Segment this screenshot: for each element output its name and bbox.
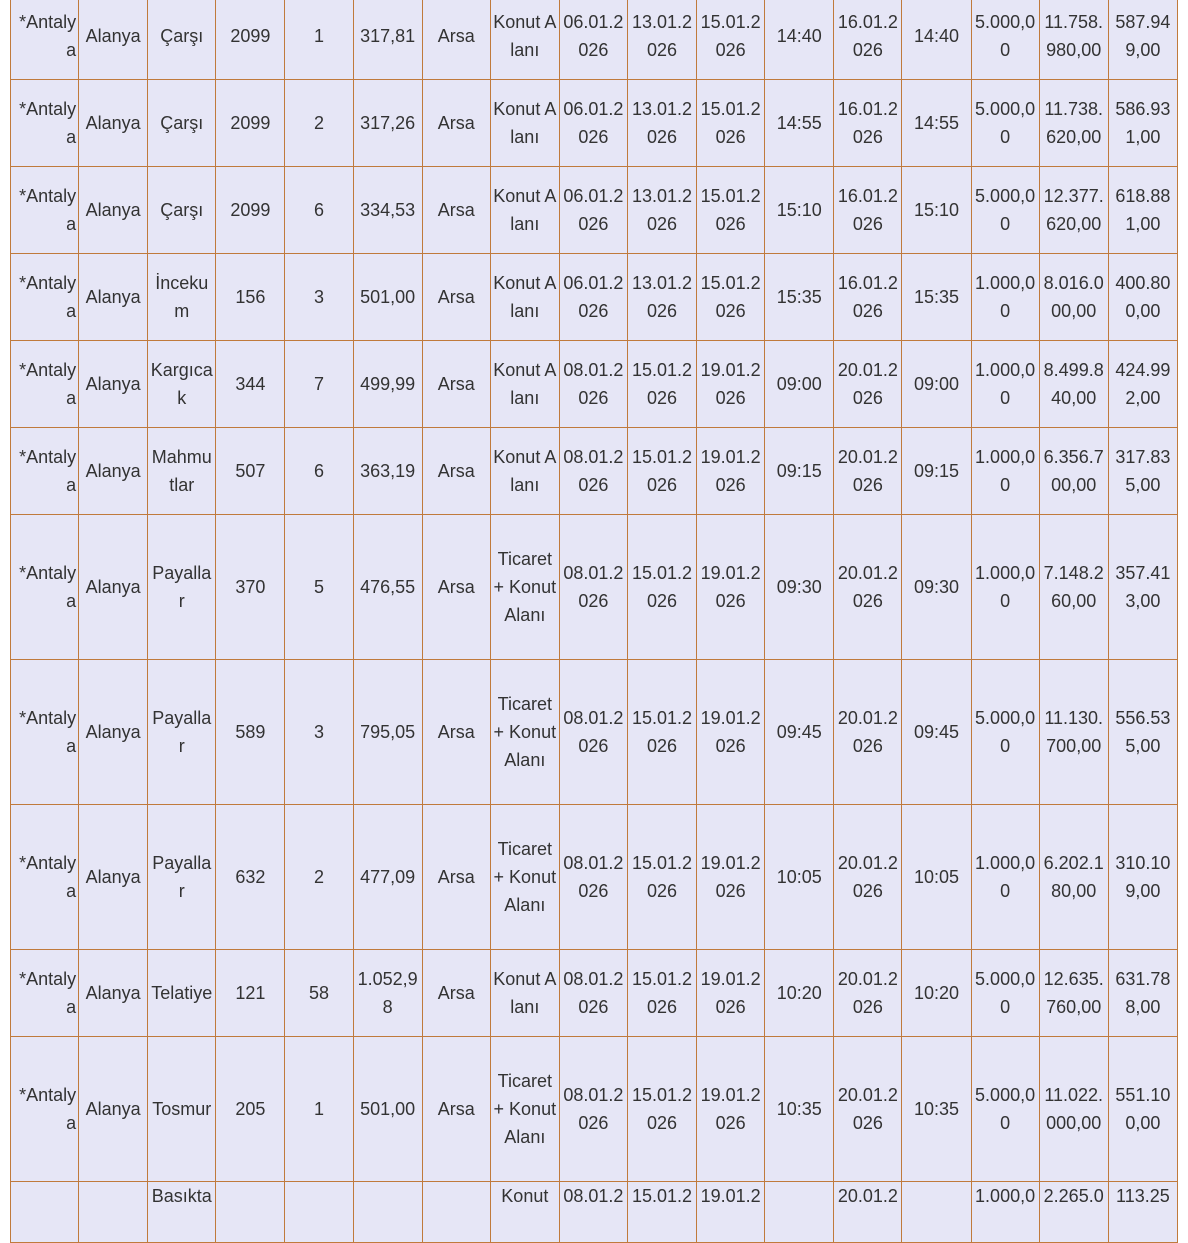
district-cell: Alanya — [79, 515, 148, 660]
price-cell: 11.758.980,00 — [1039, 0, 1108, 80]
block-number-cell: 632 — [216, 805, 285, 950]
price-cell: 6.356.700,00 — [1039, 428, 1108, 515]
deposit-cell: 310.109,00 — [1108, 805, 1177, 950]
unit-value-cell: 5.000,00 — [971, 80, 1039, 167]
time-cell: 15:35 — [765, 254, 834, 341]
date-cell: 20.01.2 — [834, 1182, 902, 1243]
date-cell: 16.01.2026 — [834, 80, 902, 167]
property-type-cell: Arsa — [422, 341, 490, 428]
date-cell: 15.01.2026 — [697, 0, 765, 80]
province-cell: *Antalya — [11, 515, 79, 660]
area-cell: 1.052,98 — [353, 950, 422, 1037]
time-cell: 09:15 — [765, 428, 834, 515]
deposit-cell: 424.992,00 — [1108, 341, 1177, 428]
price-cell: 11.738.620,00 — [1039, 80, 1108, 167]
date-cell: 20.01.2026 — [834, 341, 902, 428]
area-cell: 317,26 — [353, 80, 422, 167]
deposit-cell: 317.835,00 — [1108, 428, 1177, 515]
time-cell: 15:10 — [902, 167, 971, 254]
province-cell: *Antalya — [11, 341, 79, 428]
listing-table-container — [10, 0, 1178, 1243]
district-cell: Alanya — [79, 254, 148, 341]
date-cell: 15.01.2 — [627, 1182, 696, 1243]
unit-value-cell: 1.000,00 — [971, 805, 1039, 950]
neighborhood-cell: Mahmutlar — [148, 428, 216, 515]
property-type-cell: Arsa — [422, 1037, 490, 1182]
time-cell: 09:00 — [765, 341, 834, 428]
date-cell: 15.01.2026 — [627, 341, 696, 428]
date-cell: 20.01.2026 — [834, 660, 902, 805]
parcel-number-cell: 7 — [285, 341, 353, 428]
deposit-cell: 618.881,00 — [1108, 167, 1177, 254]
time-cell: 09:45 — [902, 660, 971, 805]
date-cell: 19.01.2026 — [697, 428, 765, 515]
property-type-cell: Arsa — [422, 167, 490, 254]
date-cell: 19.01.2026 — [697, 660, 765, 805]
price-cell: 12.635.760,00 — [1039, 950, 1108, 1037]
area-cell: 795,05 — [353, 660, 422, 805]
parcel-number-cell: 3 — [285, 660, 353, 805]
block-number-cell: 205 — [216, 1037, 285, 1182]
area-cell: 363,19 — [353, 428, 422, 515]
date-cell: 08.01.2026 — [559, 428, 627, 515]
date-cell: 19.01.2026 — [697, 805, 765, 950]
table-row — [11, 167, 1178, 254]
table-row — [11, 80, 1178, 167]
area-cell: 317,81 — [353, 0, 422, 80]
time-cell: 14:40 — [765, 0, 834, 80]
block-number-cell: 589 — [216, 660, 285, 805]
unit-value-cell: 5.000,00 — [971, 1037, 1039, 1182]
parcel-number-cell — [285, 1182, 353, 1243]
table-row — [11, 254, 1178, 341]
property-type-cell: Arsa — [422, 0, 490, 80]
block-number-cell: 344 — [216, 341, 285, 428]
unit-value-cell: 5.000,00 — [971, 0, 1039, 80]
date-cell: 20.01.2026 — [834, 515, 902, 660]
district-cell: Alanya — [79, 80, 148, 167]
date-cell: 13.01.2026 — [627, 167, 696, 254]
property-type-cell: Arsa — [422, 950, 490, 1037]
area-cell: 334,53 — [353, 167, 422, 254]
deposit-cell: 556.535,00 — [1108, 660, 1177, 805]
property-type-cell: Arsa — [422, 515, 490, 660]
district-cell — [79, 1182, 148, 1243]
date-cell: 06.01.2026 — [559, 167, 627, 254]
time-cell — [765, 1182, 834, 1243]
deposit-cell: 357.413,00 — [1108, 515, 1177, 660]
parcel-number-cell: 2 — [285, 80, 353, 167]
unit-value-cell: 5.000,00 — [971, 950, 1039, 1037]
date-cell: 15.01.2026 — [627, 805, 696, 950]
price-cell: 6.202.180,00 — [1039, 805, 1108, 950]
table-row — [11, 950, 1178, 1037]
zoning-cell: Konut — [490, 1182, 559, 1243]
table-row — [11, 341, 1178, 428]
date-cell: 16.01.2026 — [834, 0, 902, 80]
area-cell: 501,00 — [353, 254, 422, 341]
date-cell: 08.01.2026 — [559, 660, 627, 805]
unit-value-cell: 1.000,0 — [971, 1182, 1039, 1243]
time-cell: 14:55 — [902, 80, 971, 167]
unit-value-cell: 5.000,00 — [971, 660, 1039, 805]
zoning-cell: Konut Alanı — [490, 428, 559, 515]
date-cell: 13.01.2026 — [627, 0, 696, 80]
zoning-cell: Konut Alanı — [490, 0, 559, 80]
property-type-cell: Arsa — [422, 428, 490, 515]
date-cell: 08.01.2 — [559, 1182, 627, 1243]
time-cell: 10:05 — [902, 805, 971, 950]
parcel-number-cell: 5 — [285, 515, 353, 660]
zoning-cell: Ticaret + Konut Alanı — [490, 515, 559, 660]
time-cell: 10:20 — [765, 950, 834, 1037]
date-cell: 16.01.2026 — [834, 167, 902, 254]
province-cell: *Antalya — [11, 805, 79, 950]
table-row — [11, 1182, 1178, 1243]
date-cell: 08.01.2026 — [559, 805, 627, 950]
province-cell: *Antalya — [11, 428, 79, 515]
deposit-cell: 400.800,00 — [1108, 254, 1177, 341]
date-cell: 15.01.2026 — [697, 254, 765, 341]
date-cell: 19.01.2026 — [697, 341, 765, 428]
deposit-cell: 113.25 — [1108, 1182, 1177, 1243]
date-cell: 15.01.2026 — [697, 80, 765, 167]
zoning-cell: Konut Alanı — [490, 254, 559, 341]
province-cell: *Antalya — [11, 80, 79, 167]
date-cell: 20.01.2026 — [834, 950, 902, 1037]
province-cell: *Antalya — [11, 254, 79, 341]
neighborhood-cell: Payallar — [148, 515, 216, 660]
property-type-cell — [422, 1182, 490, 1243]
date-cell: 19.01.2026 — [697, 515, 765, 660]
province-cell: *Antalya — [11, 1037, 79, 1182]
time-cell: 15:35 — [902, 254, 971, 341]
date-cell: 06.01.2026 — [559, 0, 627, 80]
date-cell: 08.01.2026 — [559, 1037, 627, 1182]
date-cell: 19.01.2026 — [697, 1037, 765, 1182]
deposit-cell: 586.931,00 — [1108, 80, 1177, 167]
time-cell: 09:30 — [765, 515, 834, 660]
date-cell: 15.01.2026 — [627, 660, 696, 805]
district-cell: Alanya — [79, 1037, 148, 1182]
price-cell: 8.499.840,00 — [1039, 341, 1108, 428]
district-cell: Alanya — [79, 950, 148, 1037]
block-number-cell — [216, 1182, 285, 1243]
date-cell: 08.01.2026 — [559, 341, 627, 428]
neighborhood-cell: Çarşı — [148, 80, 216, 167]
unit-value-cell: 5.000,00 — [971, 167, 1039, 254]
zoning-cell: Konut Alanı — [490, 167, 559, 254]
parcel-number-cell: 2 — [285, 805, 353, 950]
date-cell: 20.01.2026 — [834, 1037, 902, 1182]
time-cell: 14:55 — [765, 80, 834, 167]
property-type-cell: Arsa — [422, 80, 490, 167]
neighborhood-cell: Çarşı — [148, 167, 216, 254]
date-cell: 13.01.2026 — [627, 254, 696, 341]
neighborhood-cell: Tosmur — [148, 1037, 216, 1182]
neighborhood-cell: İncekum — [148, 254, 216, 341]
parcel-number-cell: 6 — [285, 428, 353, 515]
time-cell: 09:15 — [902, 428, 971, 515]
deposit-cell: 551.100,00 — [1108, 1037, 1177, 1182]
date-cell: 19.01.2 — [697, 1182, 765, 1243]
district-cell: Alanya — [79, 428, 148, 515]
time-cell: 15:10 — [765, 167, 834, 254]
zoning-cell: Ticaret + Konut Alanı — [490, 1037, 559, 1182]
block-number-cell: 156 — [216, 254, 285, 341]
time-cell: 09:30 — [902, 515, 971, 660]
table-row — [11, 1037, 1178, 1182]
date-cell: 19.01.2026 — [697, 950, 765, 1037]
block-number-cell: 370 — [216, 515, 285, 660]
parcel-number-cell: 3 — [285, 254, 353, 341]
unit-value-cell: 1.000,00 — [971, 254, 1039, 341]
area-cell: 477,09 — [353, 805, 422, 950]
time-cell: 10:35 — [902, 1037, 971, 1182]
date-cell: 15.01.2026 — [627, 515, 696, 660]
date-cell: 20.01.2026 — [834, 805, 902, 950]
zoning-cell: Ticaret + Konut Alanı — [490, 805, 559, 950]
province-cell — [11, 1182, 79, 1243]
neighborhood-cell: Kargıcak — [148, 341, 216, 428]
zoning-cell: Konut Alanı — [490, 950, 559, 1037]
neighborhood-cell: Payallar — [148, 805, 216, 950]
price-cell: 7.148.260,00 — [1039, 515, 1108, 660]
deposit-cell: 631.788,00 — [1108, 950, 1177, 1037]
block-number-cell: 2099 — [216, 0, 285, 80]
deposit-cell: 587.949,00 — [1108, 0, 1177, 80]
time-cell: 10:05 — [765, 805, 834, 950]
date-cell: 15.01.2026 — [697, 167, 765, 254]
district-cell: Alanya — [79, 805, 148, 950]
province-cell: *Antalya — [11, 0, 79, 80]
time-cell: 09:00 — [902, 341, 971, 428]
block-number-cell: 2099 — [216, 80, 285, 167]
date-cell: 16.01.2026 — [834, 254, 902, 341]
area-cell: 499,99 — [353, 341, 422, 428]
district-cell: Alanya — [79, 341, 148, 428]
unit-value-cell: 1.000,00 — [971, 428, 1039, 515]
property-type-cell: Arsa — [422, 660, 490, 805]
parcel-number-cell: 6 — [285, 167, 353, 254]
area-cell — [353, 1182, 422, 1243]
neighborhood-cell: Çarşı — [148, 0, 216, 80]
parcel-number-cell: 58 — [285, 950, 353, 1037]
property-type-cell: Arsa — [422, 805, 490, 950]
district-cell: Alanya — [79, 167, 148, 254]
listing-table-body — [11, 0, 1178, 1243]
property-type-cell: Arsa — [422, 254, 490, 341]
unit-value-cell: 1.000,00 — [971, 341, 1039, 428]
time-cell — [902, 1182, 971, 1243]
neighborhood-cell: Telatiye — [148, 950, 216, 1037]
parcel-number-cell: 1 — [285, 1037, 353, 1182]
price-cell: 11.130.700,00 — [1039, 660, 1108, 805]
date-cell: 08.01.2026 — [559, 950, 627, 1037]
date-cell: 13.01.2026 — [627, 80, 696, 167]
table-row — [11, 0, 1178, 80]
time-cell: 10:20 — [902, 950, 971, 1037]
table-row — [11, 515, 1178, 660]
price-cell: 11.022.000,00 — [1039, 1037, 1108, 1182]
province-cell: *Antalya — [11, 167, 79, 254]
table-row — [11, 660, 1178, 805]
district-cell: Alanya — [79, 0, 148, 80]
time-cell: 10:35 — [765, 1037, 834, 1182]
land-sale-listing-table — [10, 0, 1178, 1243]
date-cell: 20.01.2026 — [834, 428, 902, 515]
province-cell: *Antalya — [11, 660, 79, 805]
date-cell: 06.01.2026 — [559, 80, 627, 167]
price-cell: 8.016.000,00 — [1039, 254, 1108, 341]
price-cell: 12.377.620,00 — [1039, 167, 1108, 254]
date-cell: 08.01.2026 — [559, 515, 627, 660]
parcel-number-cell: 1 — [285, 0, 353, 80]
neighborhood-cell: Payallar — [148, 660, 216, 805]
date-cell: 15.01.2026 — [627, 1037, 696, 1182]
zoning-cell: Konut Alanı — [490, 341, 559, 428]
neighborhood-cell: Basıkta — [148, 1182, 216, 1243]
district-cell: Alanya — [79, 660, 148, 805]
table-row — [11, 805, 1178, 950]
price-cell: 2.265.0 — [1039, 1182, 1108, 1243]
block-number-cell: 2099 — [216, 167, 285, 254]
date-cell: 06.01.2026 — [559, 254, 627, 341]
zoning-cell: Ticaret + Konut Alanı — [490, 660, 559, 805]
area-cell: 501,00 — [353, 1037, 422, 1182]
time-cell: 14:40 — [902, 0, 971, 80]
zoning-cell: Konut Alanı — [490, 80, 559, 167]
table-row — [11, 428, 1178, 515]
block-number-cell: 121 — [216, 950, 285, 1037]
date-cell: 15.01.2026 — [627, 428, 696, 515]
area-cell: 476,55 — [353, 515, 422, 660]
block-number-cell: 507 — [216, 428, 285, 515]
unit-value-cell: 1.000,00 — [971, 515, 1039, 660]
date-cell: 15.01.2026 — [627, 950, 696, 1037]
time-cell: 09:45 — [765, 660, 834, 805]
province-cell: *Antalya — [11, 950, 79, 1037]
